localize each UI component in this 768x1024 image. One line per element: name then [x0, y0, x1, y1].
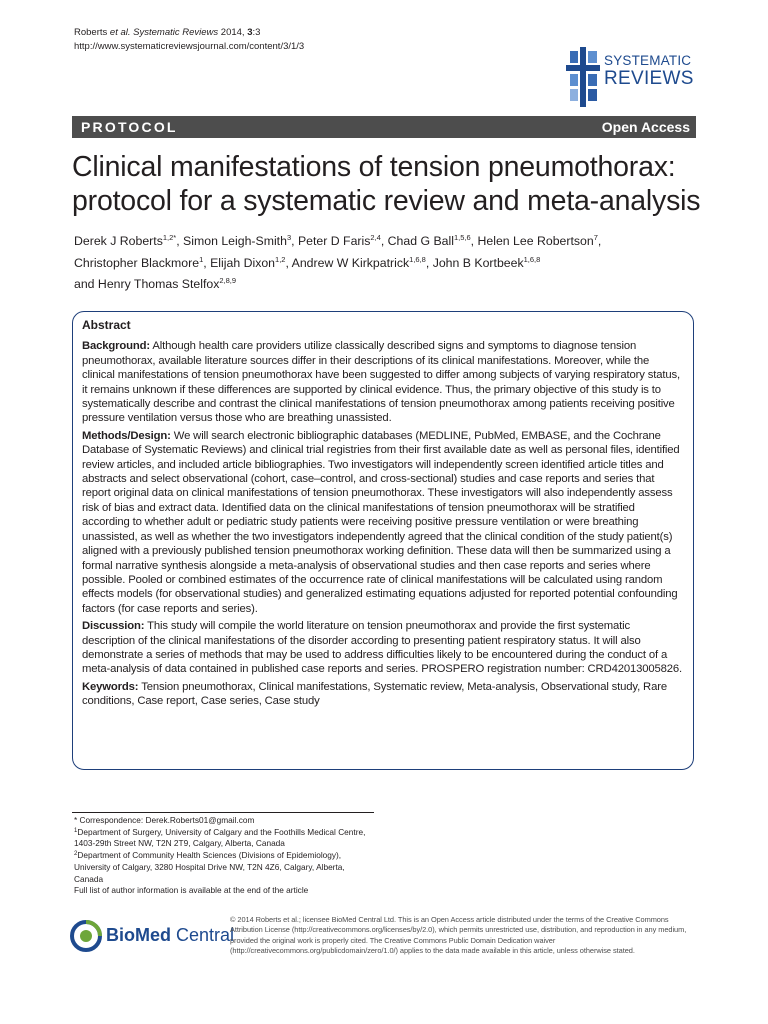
citation-author: Roberts	[74, 27, 110, 38]
biomed-central-logo-icon	[70, 920, 102, 952]
abstract-keywords: Keywords: Tension pneumothorax, Clinical manifestations, Systematic review, Meta-analysis, Observational study, Rare conditions, Case report, Case series, Case study	[82, 680, 667, 708]
abstract	[82, 318, 684, 712]
author: Christopher Blackmore$^1$,	[74, 254, 211, 270]
citation-line	[74, 26, 304, 40]
author: Helen Lee Robertson$^7$,	[477, 233, 602, 248]
citation-journal: Systematic Reviews	[130, 27, 219, 38]
correspondence[interactable]: * Correspondence: Derek.Roberts01@gmail.com	[74, 815, 255, 825]
abstract-methods: Methods/Design: We will search electronic bibliographic databases (MEDLINE, PubMed, EMBASE, and the Cochrane Database of Systematic Reviews) and clinical trial registries from their first available date as well as personal files, identified review articles, and included article bibliographies. Two investigators will independently screen identified article titles and abstracts and select observational (cohort, case–control, and cross-sectional) studies and case reports and series that report original data on clinical manifestations of tension pneumothorax. These investigators will also independently assess risk of bias and extract data. Identified data on the clinical manifestations of tension pneumothorax will be stratified according to whether adult or pediatric study patients were receiving positive pressure ventilation or were breathing unassisted, as well as whether the two investigators independently agreed that the clinical condition of the study patient(s) aligned with a previously published tension pneumothorax working definition. These data will then be summarized using a formal narrative synthesis alongside a meta-analysis of observational studies and then case reports and series where possible. Pooled or combined estimates of the occurrence rate of clinical manifestations will be calculated using random effects models (for observational studies) and generalized estimating equations adjusted for reported potential confounding factors (for case reports and series).	[82, 429, 680, 615]
license-text: © 2014 Roberts et al.; licensee BioMed Central Ltd. This is an Open Access article distributed under the terms of the Creative Commons Attribution License (http://creativecommons.org/licenses/by/2.0), which permits unrestricted use, distribution, and reproduction in any medium, provided the original work is properly cited. The Creative Commons Public Domain Dedication waiver (http://creativecommons.org/publicdomain/zero/1.0/) applies to the data made available in this article, unless otherwise stated.	[230, 915, 687, 955]
biomed-central-wordmark: BioMed Central	[106, 925, 235, 945]
open-access-label: Open Access	[601, 119, 690, 135]
author: Elijah Dixon$^{1,2}$,	[210, 254, 292, 270]
author-list	[74, 231, 714, 296]
systematic-reviews-logo-icon	[566, 47, 602, 107]
article-title: Clinical manifestations of tension pneumothorax: protocol for a systematic review and meta-analysis	[72, 151, 701, 217]
article-type-band	[72, 116, 696, 138]
logo-word-systematic: SYSTEMATIC	[604, 53, 692, 68]
author: Simon Leigh-Smith$^3$,	[183, 233, 298, 248]
author: Peter D Faris$^{2,4}$,	[297, 233, 388, 248]
author: John B Kortbeek$^{1,6,8}$	[432, 254, 541, 270]
author: and Henry Thomas Stelfox$^{2,8,9}$	[74, 276, 237, 291]
citation-issue: :3	[252, 27, 261, 38]
abstract-discussion: Discussion: This study will compile the world literature on tension pneumothorax and provide the first systematic description of the clinical manifestations of the disorder according to presenting patient respiratory status. It will also demonstrate a series of methods that may be used to address difficulties likely to be encountered during the conduct of a meta-analysis of data contained in published case reports and series. PROSPERO registration number: CRD42013005826.	[82, 620, 683, 676]
citation-year: 2014,	[218, 27, 248, 38]
logo-word-reviews: REVIEWS	[604, 68, 694, 89]
systematic-reviews-logo	[566, 47, 696, 107]
affiliation-2: $^2$Department of Community Health Sciences (Divisions of Epidemiology), University of Calgary, 3280 Hospital Drive NW, T2N 4Z6, Calgary, Alberta, Canada	[74, 850, 345, 884]
footnotes	[74, 815, 374, 897]
author: Chad G Ball$^{1,5,6}$,	[387, 233, 478, 248]
abstract-background: Background: Although health care providers utilize classically described signs and symptoms to diagnose tension pneumothorax, available literature sources differ in their descriptions of its clinical manifestations. Moreover, while the clinical manifestations of tension pneumothorax have been suggested to differ among subjects of varying respiratory status, it remains unknown if these differences are supported by clinical evidence. Thus, the primary objective of this study is to systematically describe and contrast the clinical manifestations of tension pneumothorax among patients receiving positive pressure ventilation versus those who are breathing unassisted.	[82, 340, 680, 425]
affiliation-1: $^1$Department of Surgery, University of Calgary and the Foothills Medical Centre, 1403-29th Street NW, T2N 2T9, Calgary, Alberta, Canada	[74, 826, 366, 849]
citation-header	[74, 26, 304, 54]
abstract-heading: Abstract	[82, 318, 131, 332]
citation-volume: 3	[247, 27, 253, 38]
biomed-central-logo	[70, 918, 235, 954]
journal-url[interactable]: http://www.systematicreviewsjournal.com/content/3/1/3	[74, 41, 305, 52]
author: Andrew W Kirkpatrick$^{1,6,8}$,	[291, 254, 433, 270]
article-type: PROTOCOL	[81, 119, 178, 135]
footnote-divider	[72, 812, 374, 813]
author: Derek J Roberts$^{1,2*}$,	[74, 233, 184, 248]
full-list-note: Full list of author information is available at the end of the article	[74, 885, 309, 896]
citation-etal: et al.	[109, 27, 131, 38]
